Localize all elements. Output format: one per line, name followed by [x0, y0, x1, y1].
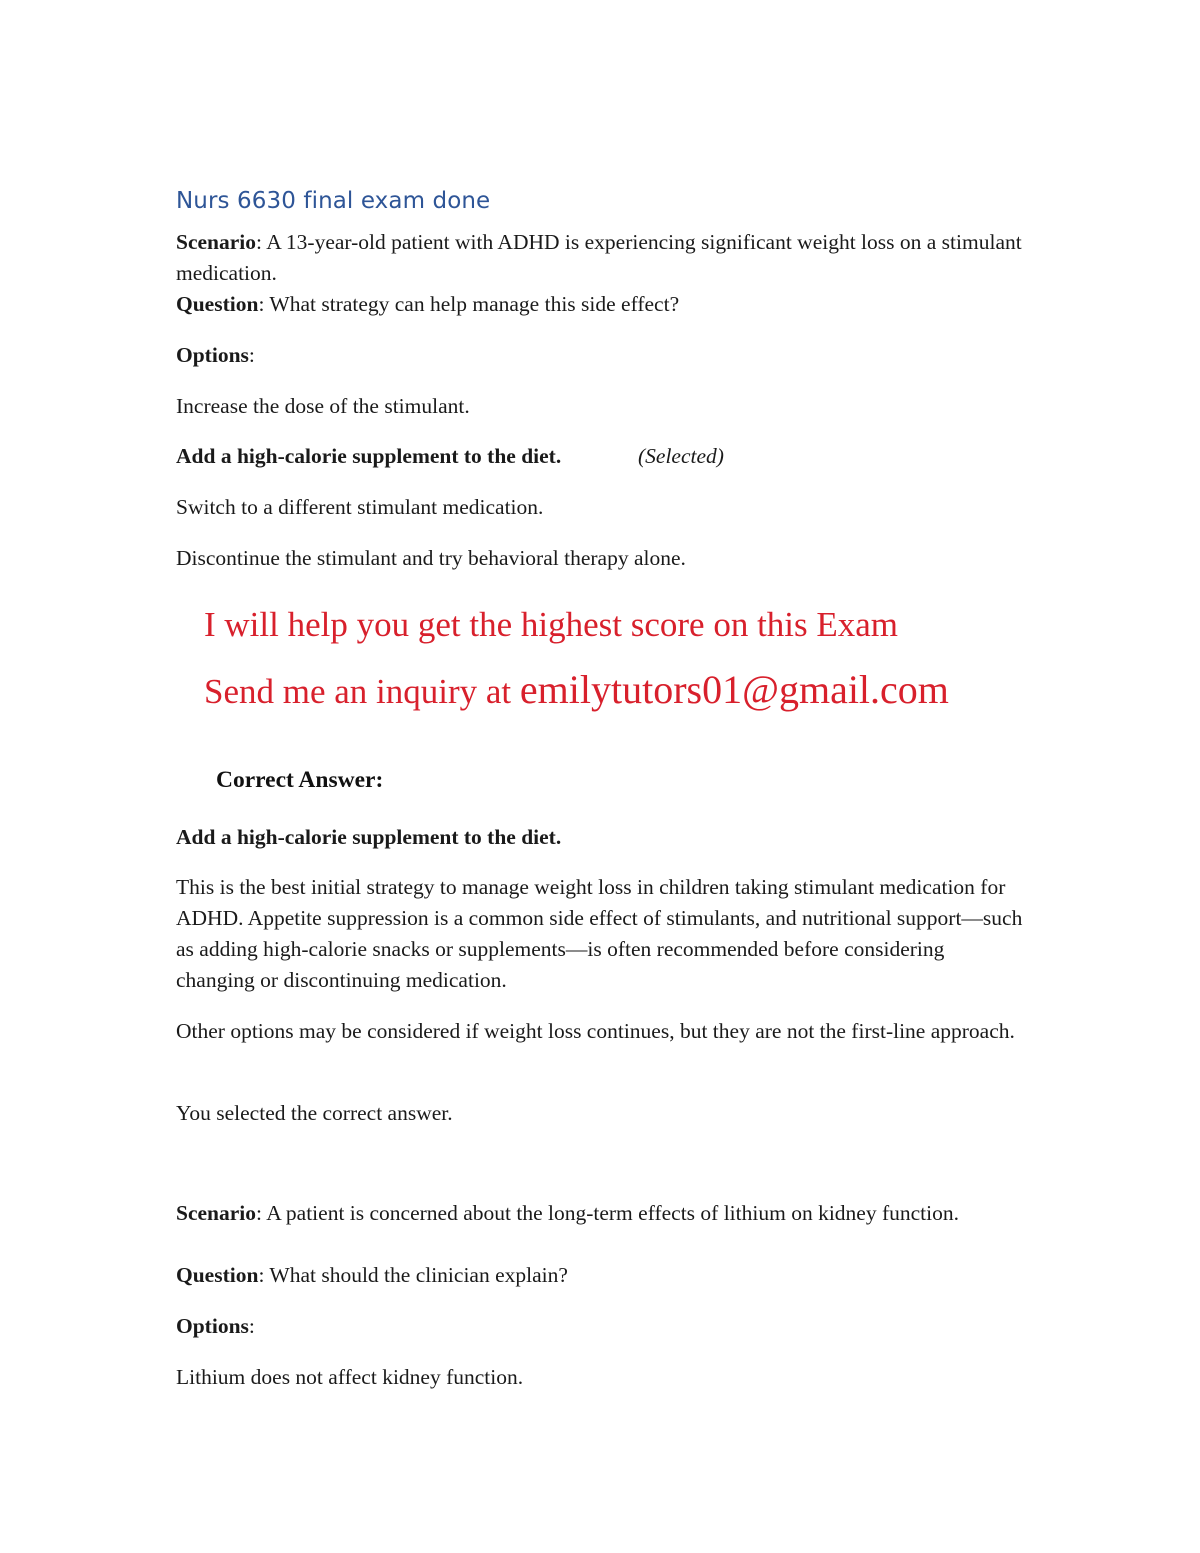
q1-options-heading: Options: [176, 343, 255, 367]
promo-line-2 [204, 666, 949, 713]
result-text: You selected the correct answer. [176, 1101, 453, 1125]
correct-answer-heading: Correct Answer: [216, 767, 384, 793]
q2-scenario [176, 1198, 996, 1229]
q2-question-text: : What should the clinician explain? [258, 1263, 568, 1287]
q1-question-label: Question [176, 292, 259, 316]
other-options-paragraph: Other options may be considered if weight loss continues, but they are not the first-line approach. [176, 1019, 1015, 1043]
q2-scenario-text: : A patient is concerned about the long-term effects of lithium on kidney function. [256, 1201, 959, 1225]
explanation-paragraph: This is the best initial strategy to manage weight loss in children taking stimulant medication for ADHD. Appetite suppression is a common side effect of stimulants, and nutritional support—such as adding high-calorie snacks or supplements—is often recommended before considering changing or discontinuing medication. [176, 875, 1023, 992]
q2-scenario-label: Scenario [176, 1201, 257, 1225]
q1-question [176, 289, 1036, 320]
correct-answer-text: Add a high-calorie supplement to the diet. [176, 825, 562, 849]
q1-scenario-text: : A 13-year-old patient with ADHD is experiencing significant weight loss on a stimulant medication. [176, 230, 1022, 285]
q1-option-4: Discontinue the stimulant and try behavioral therapy alone. [176, 546, 686, 570]
q1-options-label: Options [176, 343, 249, 367]
q1-option-1: Increase the dose of the stimulant. [176, 394, 470, 418]
promo-prefix: Send me an inquiry at [204, 672, 520, 711]
promo-line-1: I will help you get the highest score on this Exam [204, 605, 899, 644]
q2-question-label: Question [176, 1263, 259, 1287]
promo-email: emilytutors01@gmail.com [519, 667, 949, 712]
q2-question [176, 1260, 1036, 1291]
q1-option-2-text: Add a high-calorie supplement to the diet. [176, 444, 562, 468]
q1-scenario [176, 227, 1036, 289]
selected-tag: (Selected) [638, 444, 724, 468]
q1-option-2 [176, 441, 1036, 472]
q2-options-heading: Options: [176, 1314, 255, 1338]
q2-option-1: Lithium does not affect kidney function. [176, 1365, 524, 1389]
q1-question-text: : What strategy can help manage this side effect? [258, 292, 680, 316]
q1-option-3: Switch to a different stimulant medication. [176, 495, 544, 519]
q1-scenario-label: Scenario [176, 230, 257, 254]
q2-options-label: Options [176, 1314, 249, 1338]
document-title: Nurs 6630 final exam done [176, 188, 491, 214]
